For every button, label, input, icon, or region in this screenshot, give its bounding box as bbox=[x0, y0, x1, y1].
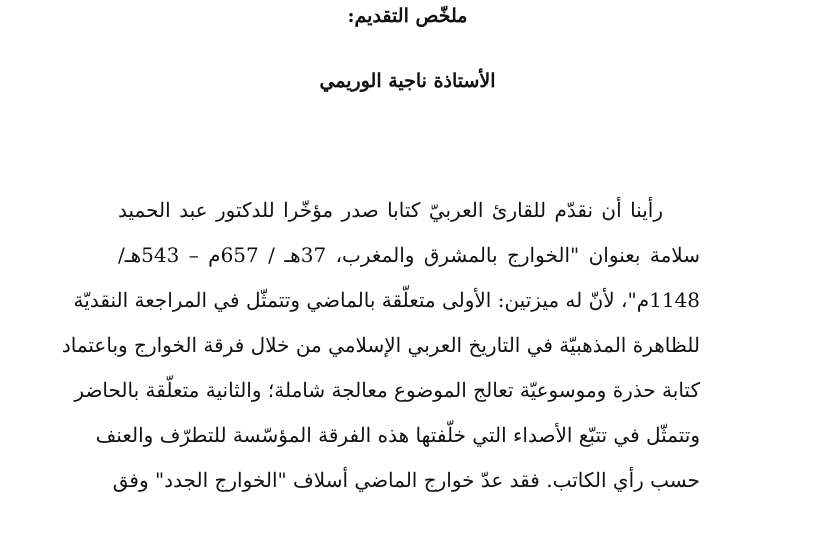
paragraph-line: وتتمثّل في تتبّع الأصداء التي خلّفتها هذه الفرقة المؤسّسة للتطرّف والعنف bbox=[95, 423, 700, 447]
paragraph-line: رأينا أن نقدّم للقارئ العربيّ كتابا صدر مؤخّرا للدكتور عبد الحميد bbox=[118, 198, 663, 222]
paragraph-line: كتابة حذرة وموسوعيّة تعالج الموضوع معالجة شاملة؛ والثانية متعلّقة بالحاضر bbox=[74, 378, 700, 402]
paragraph-line: للظاهرة المذهبيّة في التاريخ العربي الإسلامي من خلال فرقة الخوارج وباعتماد bbox=[61, 333, 700, 357]
paragraph-line: سلامة بعنوان "الخوارج بالمشرق والمغرب، 37هـ / 657م – 543هـ/ bbox=[118, 243, 700, 267]
body-paragraph bbox=[61, 188, 700, 492]
summary-title: ملخّص التقديم: bbox=[347, 5, 468, 27]
paragraph-line: 1148م"، لأنّ له ميزتين: الأولى متعلّقة بالماضي وتتمثّل في المراجعة النقديّة bbox=[73, 288, 700, 312]
author-name: الأستاذة ناجية الوريمي bbox=[319, 70, 496, 92]
paragraph-line: حسب رأي الكاتب. فقد عدّ خوارج الماضي أسلاف "الخوارج الجدد" وفق bbox=[112, 468, 700, 492]
